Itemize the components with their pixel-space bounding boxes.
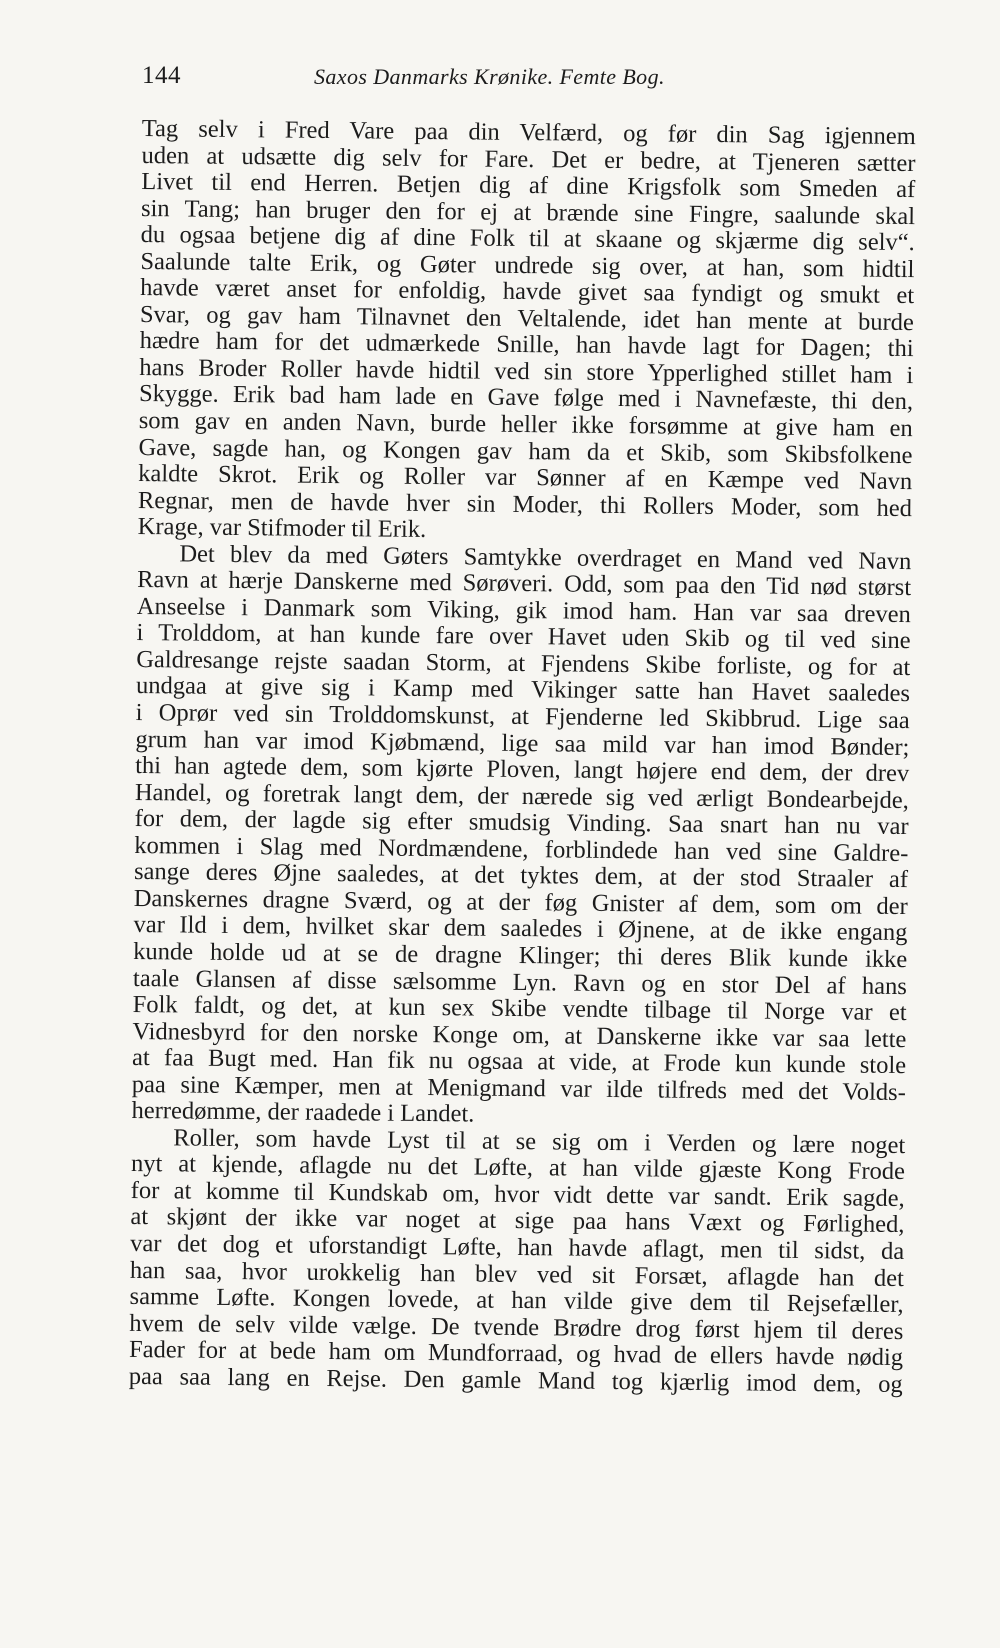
body-text <box>129 116 916 1398</box>
text-line: Tag selv i Fred Vare paa din Velfærd, og før din Sag igjennem <box>141 115 916 151</box>
text-line: Livet til end Herren. Betjen dig af dine Krigsfolk som Smeden af <box>141 168 916 204</box>
running-title: Saxos Danmarks Krønike. Femte Bog. <box>314 64 665 89</box>
text-line: Folk faldt, og det, at kun sex Skibe vendte tilbage til Norge var et <box>132 990 907 1027</box>
page-number: 144 <box>142 62 181 89</box>
text-line: Anseelse i Danmark som Viking, gik imod ham. Han var saa dreven <box>136 592 911 628</box>
text-line: Saalunde talte Erik, og Gøter undrede sig over, at han, som hidtil <box>140 247 915 283</box>
text-line: du ogsaa betjene dig af dine Folk til at skaane og skjærme dig selv“. <box>140 221 915 257</box>
text-line: taale Glansen af disse sælsomme Lyn. Ravn og en stor Del af hans <box>132 964 908 1000</box>
text-line: han saa, hvor urokkelig han blev ved sit Forsæt, aflagde han det <box>129 1256 905 1292</box>
text-line: Roller, som havde Lyst til at se sig om i Verden og lære noget <box>173 1124 906 1159</box>
text-line: sin Tang; han bruger den for ej at brænde sine Fingre, saalunde skal <box>140 194 916 230</box>
text-line: i Trolddom, at han kunde fare over Havet uden Skib og til ved sine <box>136 619 911 655</box>
text-line: for dem, der lagde sig efter smudsig Vinding. Saa snart han nu var <box>134 805 909 841</box>
text-line: Danskernes dragne Sværd, og at der føg Gnister af dem, som om der <box>133 884 908 920</box>
text-line: hædre ham for det udmærkede Snille, han havde lagt for Dagen; thi <box>139 327 914 363</box>
text-line: Fader for at bede ham om Mundforraad, og hvad de ellers havde nødig <box>128 1336 904 1372</box>
text-line: Det blev da med Gøters Samtykke overdraget en Mand ved Navn <box>179 540 912 575</box>
text-line: at faa Bugt med. Han fik nu ogsaa at vide, at Frode kun kunde stole <box>131 1044 907 1080</box>
text-line: Handel, og foretrak langt dem, der nærede sig ved ærligt Bondearbejde, <box>134 778 910 814</box>
text-line: kaldte Skrot. Erik og Roller var Sønner af en Kæmpe ved Navn <box>138 460 913 496</box>
text-line: i Oprør ved sin Trolddomskunst, at Fjenderne led Skibbrud. Lige saa <box>135 698 910 735</box>
text-line: som gav en anden Navn, burde heller ikke forsømme at give ham en <box>138 406 913 443</box>
text-line: herredømme, der raadede i Landet. <box>131 1097 475 1128</box>
running-head <box>142 62 916 102</box>
text-line: kommen i Slag med Nordmændene, forblindede han ved sine Galdre- <box>134 831 909 867</box>
text-line: sange deres Øjne saaledes, at det tyktes dem, at der stod Straaler af <box>133 858 909 894</box>
text-line: thi han agtede dem, som kjørte Ploven, langt højere end dem, der drev <box>135 752 910 788</box>
text-line: paa saa lang en Rejse. Den gamle Mand tog kjærlig imod dem, og <box>128 1362 903 1398</box>
text-line: Galdresange rejste saadan Storm, at Fjendens Skibe forliste, og for at <box>136 645 911 682</box>
text-line: undgaa at give sig i Kamp med Vikinger satte han Havet saaledes <box>135 672 911 708</box>
text-line: Regnar, men de havde hver sin Moder, thi Rollers Moder, som hed <box>137 486 913 522</box>
text-line: paa sine Kæmper, men at Menigmand var ilde tilfreds med det Volds- <box>131 1070 906 1106</box>
text-line: Svar, og gav ham Tilnavnet den Veltalende, idet han mente at burde <box>139 300 915 336</box>
text-line: hans Broder Roller havde hidtil ved sin store Ypperlighed stillet ham i <box>139 353 914 390</box>
text-line: Skygge. Erik bad ham lade en Gave følge med i Navnefæste, thi den, <box>138 380 914 416</box>
text-line: Krage, var Stifmoder til Erik. <box>137 513 427 544</box>
text-line: samme Løfte. Kongen lovede, at han vilde give dem til Rejsefæller, <box>129 1282 904 1319</box>
text-line: at skjønt der ikke var noget at sige paa hans Væxt og Førlighed, <box>130 1203 905 1239</box>
text-line: nyt at kjende, aflagde nu det Løfte, at han vilde gjæste Kong Frode <box>130 1150 906 1186</box>
text-line: havde været anset for enfoldig, havde givet saa fyndigt og smukt et <box>140 274 915 310</box>
text-line: kunde holde ud at se de dragne Klinger; thi deres Blik kunde ikke <box>133 937 908 974</box>
text-line: var Ild i dem, hvilket skar dem saaledes i Øjnene, at de ikke engang <box>133 911 908 947</box>
text-line: var det dog et uforstandigt Løfte, han havde aflagt, men til sidst, da <box>130 1229 905 1266</box>
text-line: Vidnesbyrd for den norske Konge om, at Danskerne ikke var saa lette <box>132 1017 907 1053</box>
text-line: Ravn at hærje Danskerne med Sørøveri. Odd, som paa den Tid nød størst <box>137 566 912 602</box>
text-line: hvem de selv vilde vælge. De tvende Brødre drog først hjem til deres <box>129 1309 904 1345</box>
text-line: for at komme til Kundskab om, hvor vidt dette var sandt. Erik sagde, <box>130 1176 905 1212</box>
text-line: Gave, sagde han, og Kongen gav ham da et Skib, som Skibsfolkene <box>138 433 913 469</box>
text-line: grum han var imod Kjøbmænd, lige saa mild var han imod Bønder; <box>135 725 910 761</box>
text-line: uden at udsætte dig selv for Fare. Det er bedre, at Tjeneren sætter <box>141 141 916 177</box>
